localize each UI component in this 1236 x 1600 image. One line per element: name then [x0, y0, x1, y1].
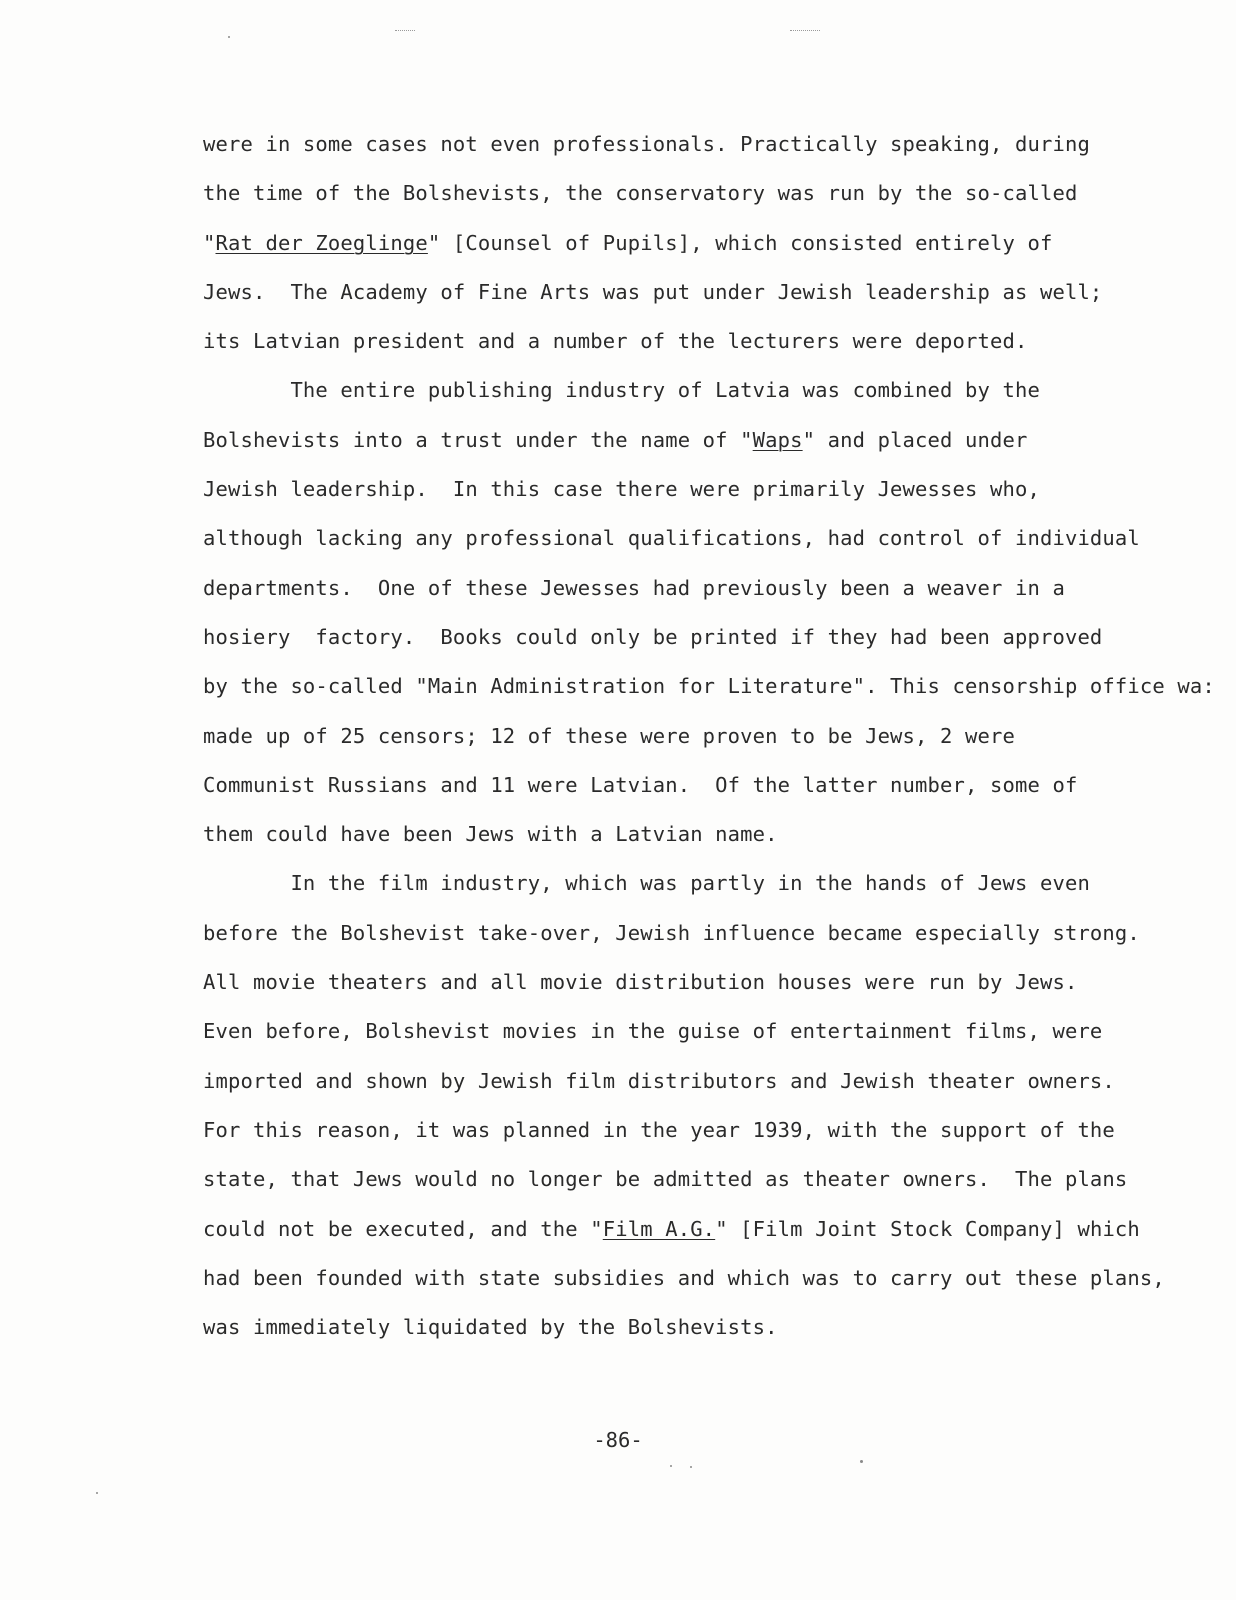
scan-artifact	[670, 1465, 672, 1467]
text-segment: " [Film Joint Stock Company] which	[715, 1216, 1140, 1241]
underlined-term: Film A.G.	[602, 1216, 716, 1241]
text-line	[203, 564, 1193, 613]
text-line	[203, 859, 1193, 908]
text-line	[203, 1057, 1193, 1106]
text-segment: them could have been Jews with a Latvian name.	[203, 822, 778, 847]
text-line	[203, 514, 1193, 563]
text-segment: The entire publishing industry of Latvia was combined by the	[203, 378, 1040, 403]
body-text	[203, 120, 1215, 1352]
text-segment: its Latvian president and a number of the lecturers were deported.	[203, 329, 1028, 354]
text-segment: "	[203, 230, 216, 255]
text-line	[203, 120, 1193, 169]
text-line	[203, 761, 1193, 810]
text-segment: " [Counsel of Pupils], which consisted entirely of	[427, 230, 1053, 255]
text-segment: departments. One of these Jewesses had previously been a weaver in a	[203, 575, 1065, 600]
text-line	[203, 662, 1215, 711]
text-line	[203, 712, 1193, 761]
text-line	[203, 219, 1193, 268]
text-line	[203, 1007, 1193, 1056]
text-segment: were in some cases not even professionals. Practically speaking, during	[203, 132, 1090, 156]
text-segment: although lacking any professional qualifications, had control of individual	[203, 526, 1140, 551]
text-segment: hosiery factory. Books could only be printed if they had been approved	[203, 624, 1103, 649]
scan-artifact	[395, 30, 415, 31]
scan-artifact	[96, 1492, 98, 1494]
text-line	[203, 909, 1193, 958]
text-segment: could not be executed, and the "	[203, 1216, 603, 1241]
text-segment: made up of 25 censors; 12 of these were proven to be Jews, 2 were	[203, 723, 1015, 748]
text-segment: the time of the Bolshevists, the conservatory was run by the so-called	[203, 181, 1078, 206]
text-line	[203, 1155, 1193, 1204]
text-line	[203, 416, 1193, 465]
text-segment: Communist Russians and 11 were Latvian. Of the latter number, some of	[203, 772, 1078, 797]
text-segment: For this reason, it was planned in the year 1939, with the support of the	[203, 1117, 1115, 1142]
text-line	[203, 317, 1193, 366]
text-segment: had been founded with state subsidies and which was to carry out these plans,	[203, 1265, 1165, 1290]
text-line	[203, 169, 1193, 218]
underlined-term: Rat der Zoeglinge	[215, 230, 428, 255]
text-segment: " and placed under	[802, 427, 1028, 452]
text-line	[203, 1303, 1193, 1352]
page-number: -86-	[593, 1428, 643, 1452]
text-segment: Bolshevists into a trust under the name of "	[203, 427, 753, 452]
text-segment: imported and shown by Jewish film distributors and Jewish theater owners.	[203, 1068, 1115, 1093]
text-segment: before the Bolshevist take-over, Jewish influence became especially strong.	[203, 920, 1140, 945]
text-line	[203, 1205, 1193, 1254]
scan-artifact	[228, 36, 230, 38]
text-line	[203, 613, 1193, 662]
text-segment: All movie theaters and all movie distribution houses were run by Jews.	[203, 970, 1078, 995]
underlined-term: Waps	[752, 427, 803, 452]
text-segment: Jews. The Academy of Fine Arts was put under Jewish leadership as well;	[203, 279, 1103, 304]
text-segment: was immediately liquidated by the Bolshevists.	[203, 1315, 778, 1340]
scan-artifact	[690, 1466, 692, 1468]
text-line	[203, 1106, 1193, 1155]
text-line	[203, 810, 1193, 859]
text-segment: Even before, Bolshevist movies in the guise of entertainment films, were	[203, 1019, 1103, 1044]
text-segment: state, that Jews would no longer be admitted as theater owners. The plans	[203, 1167, 1128, 1192]
scan-artifact	[860, 1460, 863, 1463]
text-segment: by the so-called "Main Administration for Literature". This censorship office wa:	[203, 674, 1215, 699]
text-line	[203, 1254, 1193, 1303]
text-line	[203, 366, 1193, 415]
text-segment: Jewish leadership. In this case there were primarily Jewesses who,	[203, 477, 1040, 502]
text-line	[203, 465, 1193, 514]
text-segment: In the film industry, which was partly in the hands of Jews even	[203, 871, 1090, 896]
scan-artifact	[790, 30, 820, 31]
text-line	[203, 268, 1193, 317]
text-line	[203, 958, 1193, 1007]
